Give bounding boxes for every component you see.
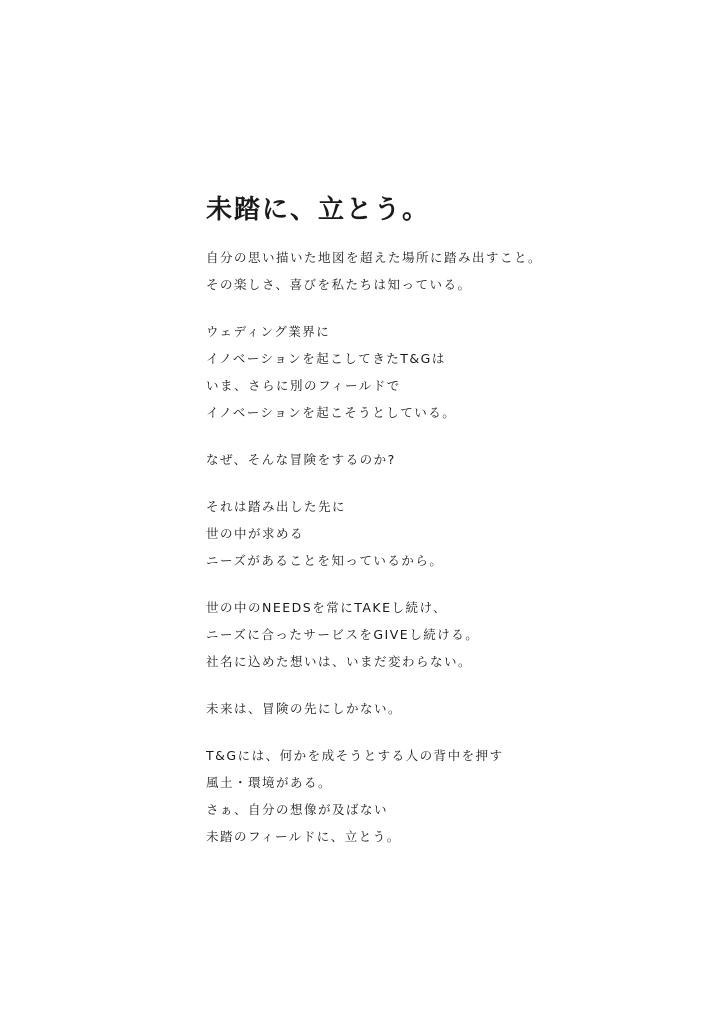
text-line: 世の中が求める	[206, 526, 305, 541]
text-line: イノベーションを起こそうとしている。	[206, 405, 457, 420]
paragraph-1	[206, 244, 706, 298]
text-line: いま、さらに別のフィールドで	[206, 378, 401, 393]
text-line: 風土・環境がある。	[206, 775, 333, 790]
text-line: その楽しさ、喜びを私たちは知っている。	[206, 277, 472, 292]
paragraph-3	[206, 446, 706, 473]
paragraph-5	[206, 594, 706, 675]
paragraph-7	[206, 742, 706, 850]
text-line: さぁ、自分の想像が及ばない	[206, 802, 389, 817]
text-line: 未踏のフィールドに、立とう。	[206, 829, 401, 844]
text-line: ニーズがあることを知っているから。	[206, 553, 444, 568]
text-line: ニーズに合ったサービスをGIVEし続ける。	[206, 627, 480, 642]
text-line: なぜ、そんな冒険をするのか?	[206, 452, 396, 467]
page-title: 未踏に、立とう。	[206, 195, 431, 225]
text-line: T&Gには、何かを成そうとする人の背中を押す	[206, 748, 504, 763]
text-line: 世の中のNEEDSを常にTAKEし続け、	[206, 600, 448, 615]
paragraph-4	[206, 493, 706, 574]
text-line: イノベーションを起こしてきたT&Gは	[206, 351, 446, 366]
statement-block	[206, 190, 706, 850]
paragraph-6	[206, 695, 706, 722]
text-line: それは踏み出した先に	[206, 499, 347, 514]
paragraph-gap	[206, 473, 706, 493]
paragraph-gap	[206, 675, 706, 695]
paragraph-gap	[206, 298, 706, 318]
text-line: ウェディング業界に	[206, 324, 331, 339]
text-line: 未来は、冒険の先にしかない。	[206, 701, 403, 716]
text-line: 自分の思い描いた地図を超えた場所に踏み出すこと。	[206, 250, 543, 265]
paragraph-gap	[206, 574, 706, 594]
paragraph-gap	[206, 722, 706, 742]
paragraph-2	[206, 318, 706, 426]
paragraph-gap	[206, 426, 706, 446]
text-line: 社名に込めた想いは、いまだ変わらない。	[206, 654, 473, 669]
